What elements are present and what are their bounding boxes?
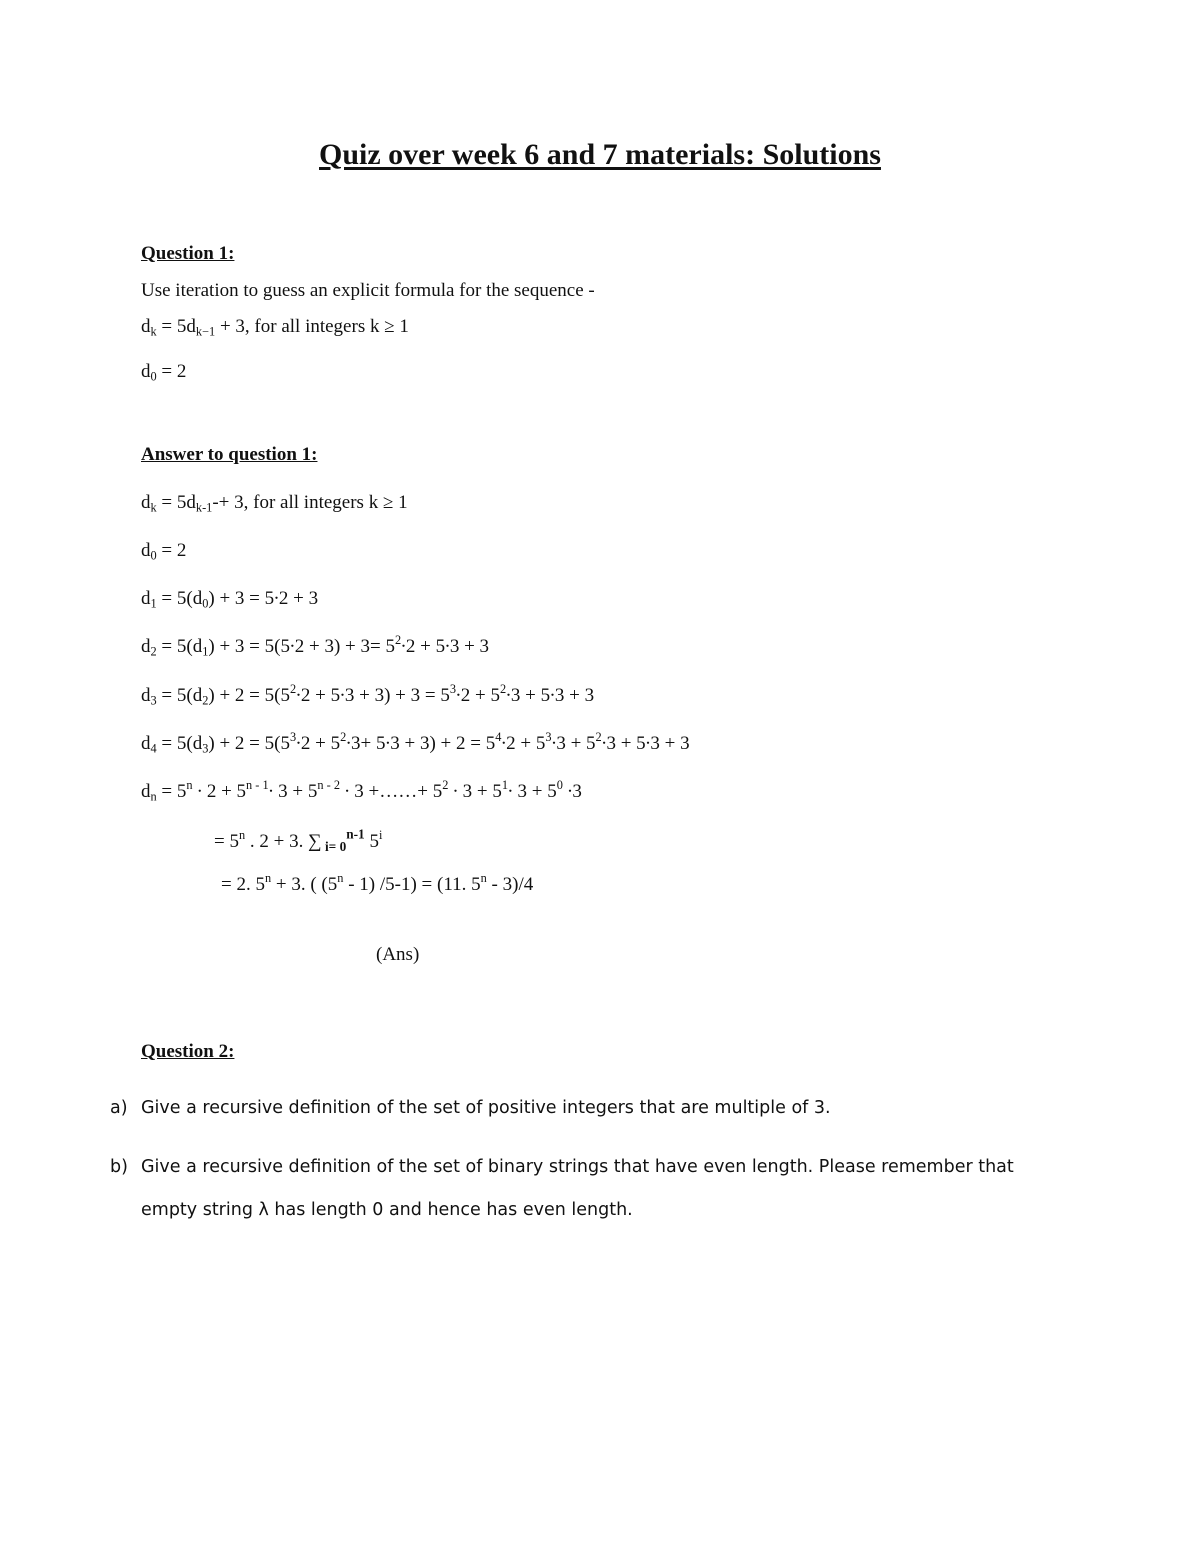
question-1-heading: Question 1: xyxy=(141,243,235,264)
question-2-heading: Question 2: xyxy=(141,1041,235,1062)
answer-line-recurrence: $d_k = 5d_{k-1}-+ 3$, for all integers k ≥ 1 xyxy=(141,492,408,515)
answer-line-d3: $d_3 = 5(d_2) + 2 = 5(5^2\cdot 2 + 5\cdot 3 + 3) + 3 = 5^3\cdot 2 + 5^2\cdot 3 + 5\cdot 3 + 3$ xyxy=(141,681,595,708)
answer-line-d0: $d_0 = 2$ xyxy=(141,540,187,563)
answer-line-sum: = $5^n$ . 2 + 3. ∑ $_{i= 0}^{n-1}$ 5$^i$ xyxy=(214,826,383,854)
answer-line-closed-form: = 2. $5^n + 3$. ( (5$^n$ - 1) /5-1) = (11. 5$^n$ - 3)/4 xyxy=(221,870,534,895)
question-2a-marker: a) xyxy=(110,1098,128,1118)
answer-label: (Ans) xyxy=(376,944,420,965)
answer-line-d1: $d_1 = 5(d_0) + 3 = 5\cdot 2 + 3$ xyxy=(141,588,319,611)
answer-1-heading: Answer to question 1: xyxy=(141,444,318,465)
question-2a-text: Give a recursive definition of the set of positive integers that are multiple of 3. xyxy=(141,1098,831,1118)
answer-line-dn: $d_n = 5^n \cdot 2 + 5^{n - 1}\cdot 3 + 5^{n - 2} \cdot 3$ +……+ $5^2 \cdot 3 + 5^1\cdot 3 + 5^0 \cdot 3$ xyxy=(141,777,582,804)
question-2b-text-line-1: Give a recursive definition of the set of binary strings that have even length. Please remember that xyxy=(141,1157,1014,1177)
question-2b-marker: b) xyxy=(110,1157,128,1177)
question-2b-text-line-2: empty string λ has length 0 and hence has even length. xyxy=(141,1200,633,1220)
page-title: Quiz over week 6 and 7 materials: Solutions xyxy=(319,138,881,171)
answer-line-d4: $d_4 = 5(d_3) + 2 = 5(5^3\cdot 2 + 5^2\cdot 3+ 5\cdot 3 + 3) + 2 = 5^4\cdot 2 + 5^3\cdot 3 + 5^2\cdot 3 + 5\cdot 3 + 3$ xyxy=(141,729,690,756)
question-1-prompt: Use iteration to guess an explicit formula for the sequence - xyxy=(141,280,595,301)
recurrence-relation: $d_k = 5d_{k-1} + 3$, for all integers k ≥ 1 xyxy=(141,316,409,339)
answer-line-d2: $d_2 = 5(d_1) + 3 = 5(5\cdot 2 + 3) + 3= 5^2\cdot 2 + 5\cdot 3 + 3$ xyxy=(141,632,490,659)
initial-condition: $d_0 = 2$ xyxy=(141,361,187,384)
